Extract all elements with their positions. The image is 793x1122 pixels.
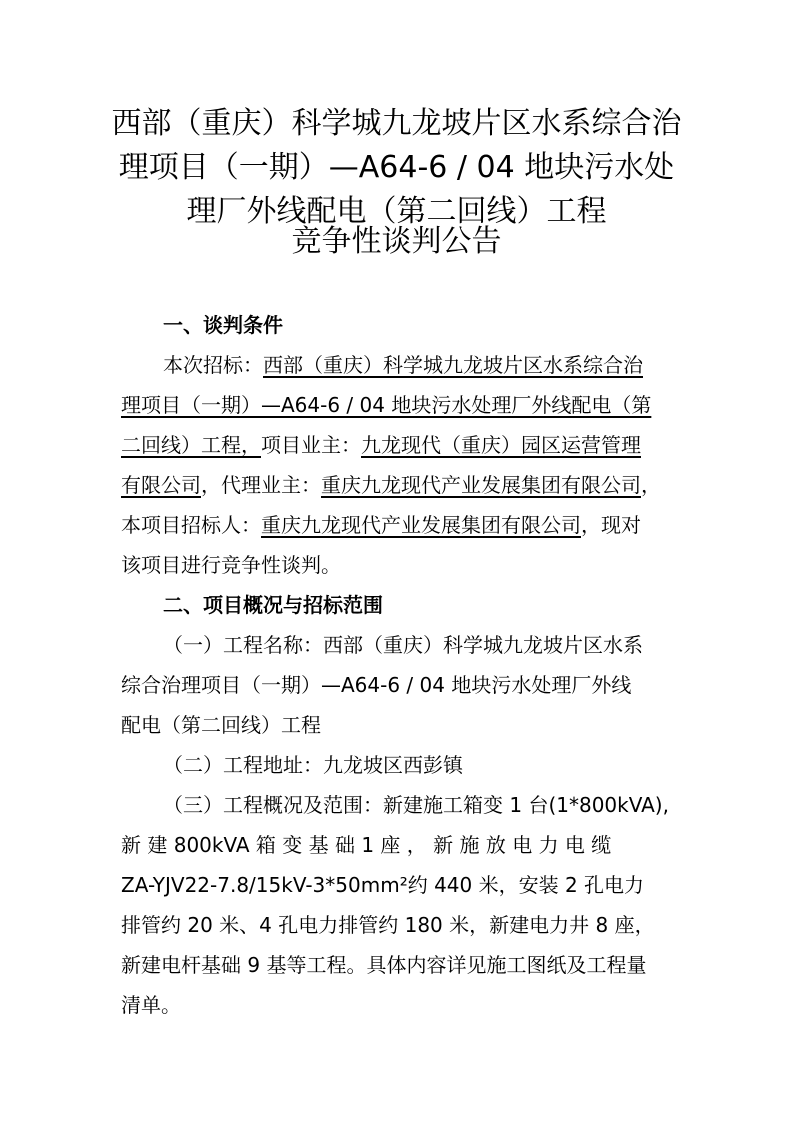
title-line-1: 西部（重庆）科学城九龙坡片区水系综合治 [111,106,682,141]
section-1-line-6: 该项目进行竞争性谈判。 [121,553,341,577]
project-name-line-2: 综合治理项目（一期）—A64-6 / 04 地块污水处理厂外线 [121,673,632,697]
project-name-part-3: 二回线）工程， [121,433,261,457]
scope-line-6: 清单。 [121,993,181,1017]
section-1 [121,305,674,585]
section-1-line-1 [121,345,674,385]
section-1-line-5-tail: ，现对 [581,513,641,537]
document-subtitle: 竞争性谈判公告 [291,224,502,259]
label-agent: ，代理业主： [201,473,321,497]
label-owner: 项目业主： [261,433,361,457]
label-tenderer: 本项目招标人： [121,513,261,537]
scope-line-2: 新 建 800kVA 箱 变 基 础 1 座 ， 新 施 放 电 力 电 缆 [121,833,612,857]
owner-name-part-2: 有限公司 [121,473,201,497]
comma: ， [641,473,661,497]
section-1-line-3 [121,425,674,465]
scope-line-5: 新建电杆基础 9 基等工程。具体内容详见施工图纸及工程量 [121,953,647,977]
section-1-heading: 一、谈判条件 [163,313,283,337]
scope-line-1: （三）工程概况及范围：新建施工箱变 1 台(1*800kVA), [163,793,669,817]
title-line-2: 理项目（一期）—A64-6 / 04 地块污水处 [118,150,675,185]
project-name-line-1: （一）工程名称：西部（重庆）科学城九龙坡片区水系 [163,633,643,657]
project-name-part-1: 西部（重庆）科学城九龙坡片区水系综合治 [263,353,643,377]
title-line-3: 理厂外线配电（第二回线）工程 [186,194,607,229]
agent-name: 重庆九龙现代产业发展集团有限公司 [321,473,641,497]
scope-line-3: ZA-YJV22-7.8/15kV-3*50mm²约 440 米，安装 2 孔电力 [121,873,645,897]
project-name-line-3: 配电（第二回线）工程 [121,713,321,737]
project-name-part-2: 理项目（一期）—A64-6 / 04 地块污水处理厂外线配电（第 [121,393,652,417]
owner-name-part-1: 九龙现代（重庆）园区运营管理 [361,433,641,457]
section-2 [121,585,674,1025]
document-title [100,102,693,234]
section-1-line-4 [121,465,674,505]
scope-line-4: 排管约 20 米、4 孔电力排管约 180 米，新建电力井 8 座， [121,913,655,937]
label-tender: 本次招标： [163,353,263,377]
section-1-line-5 [121,505,674,545]
tenderer-name: 重庆九龙现代产业发展集团有限公司 [261,513,581,537]
section-2-heading: 二、项目概况与招标范围 [163,593,383,617]
project-address: （二）工程地址：九龙坡区西彭镇 [163,753,463,777]
